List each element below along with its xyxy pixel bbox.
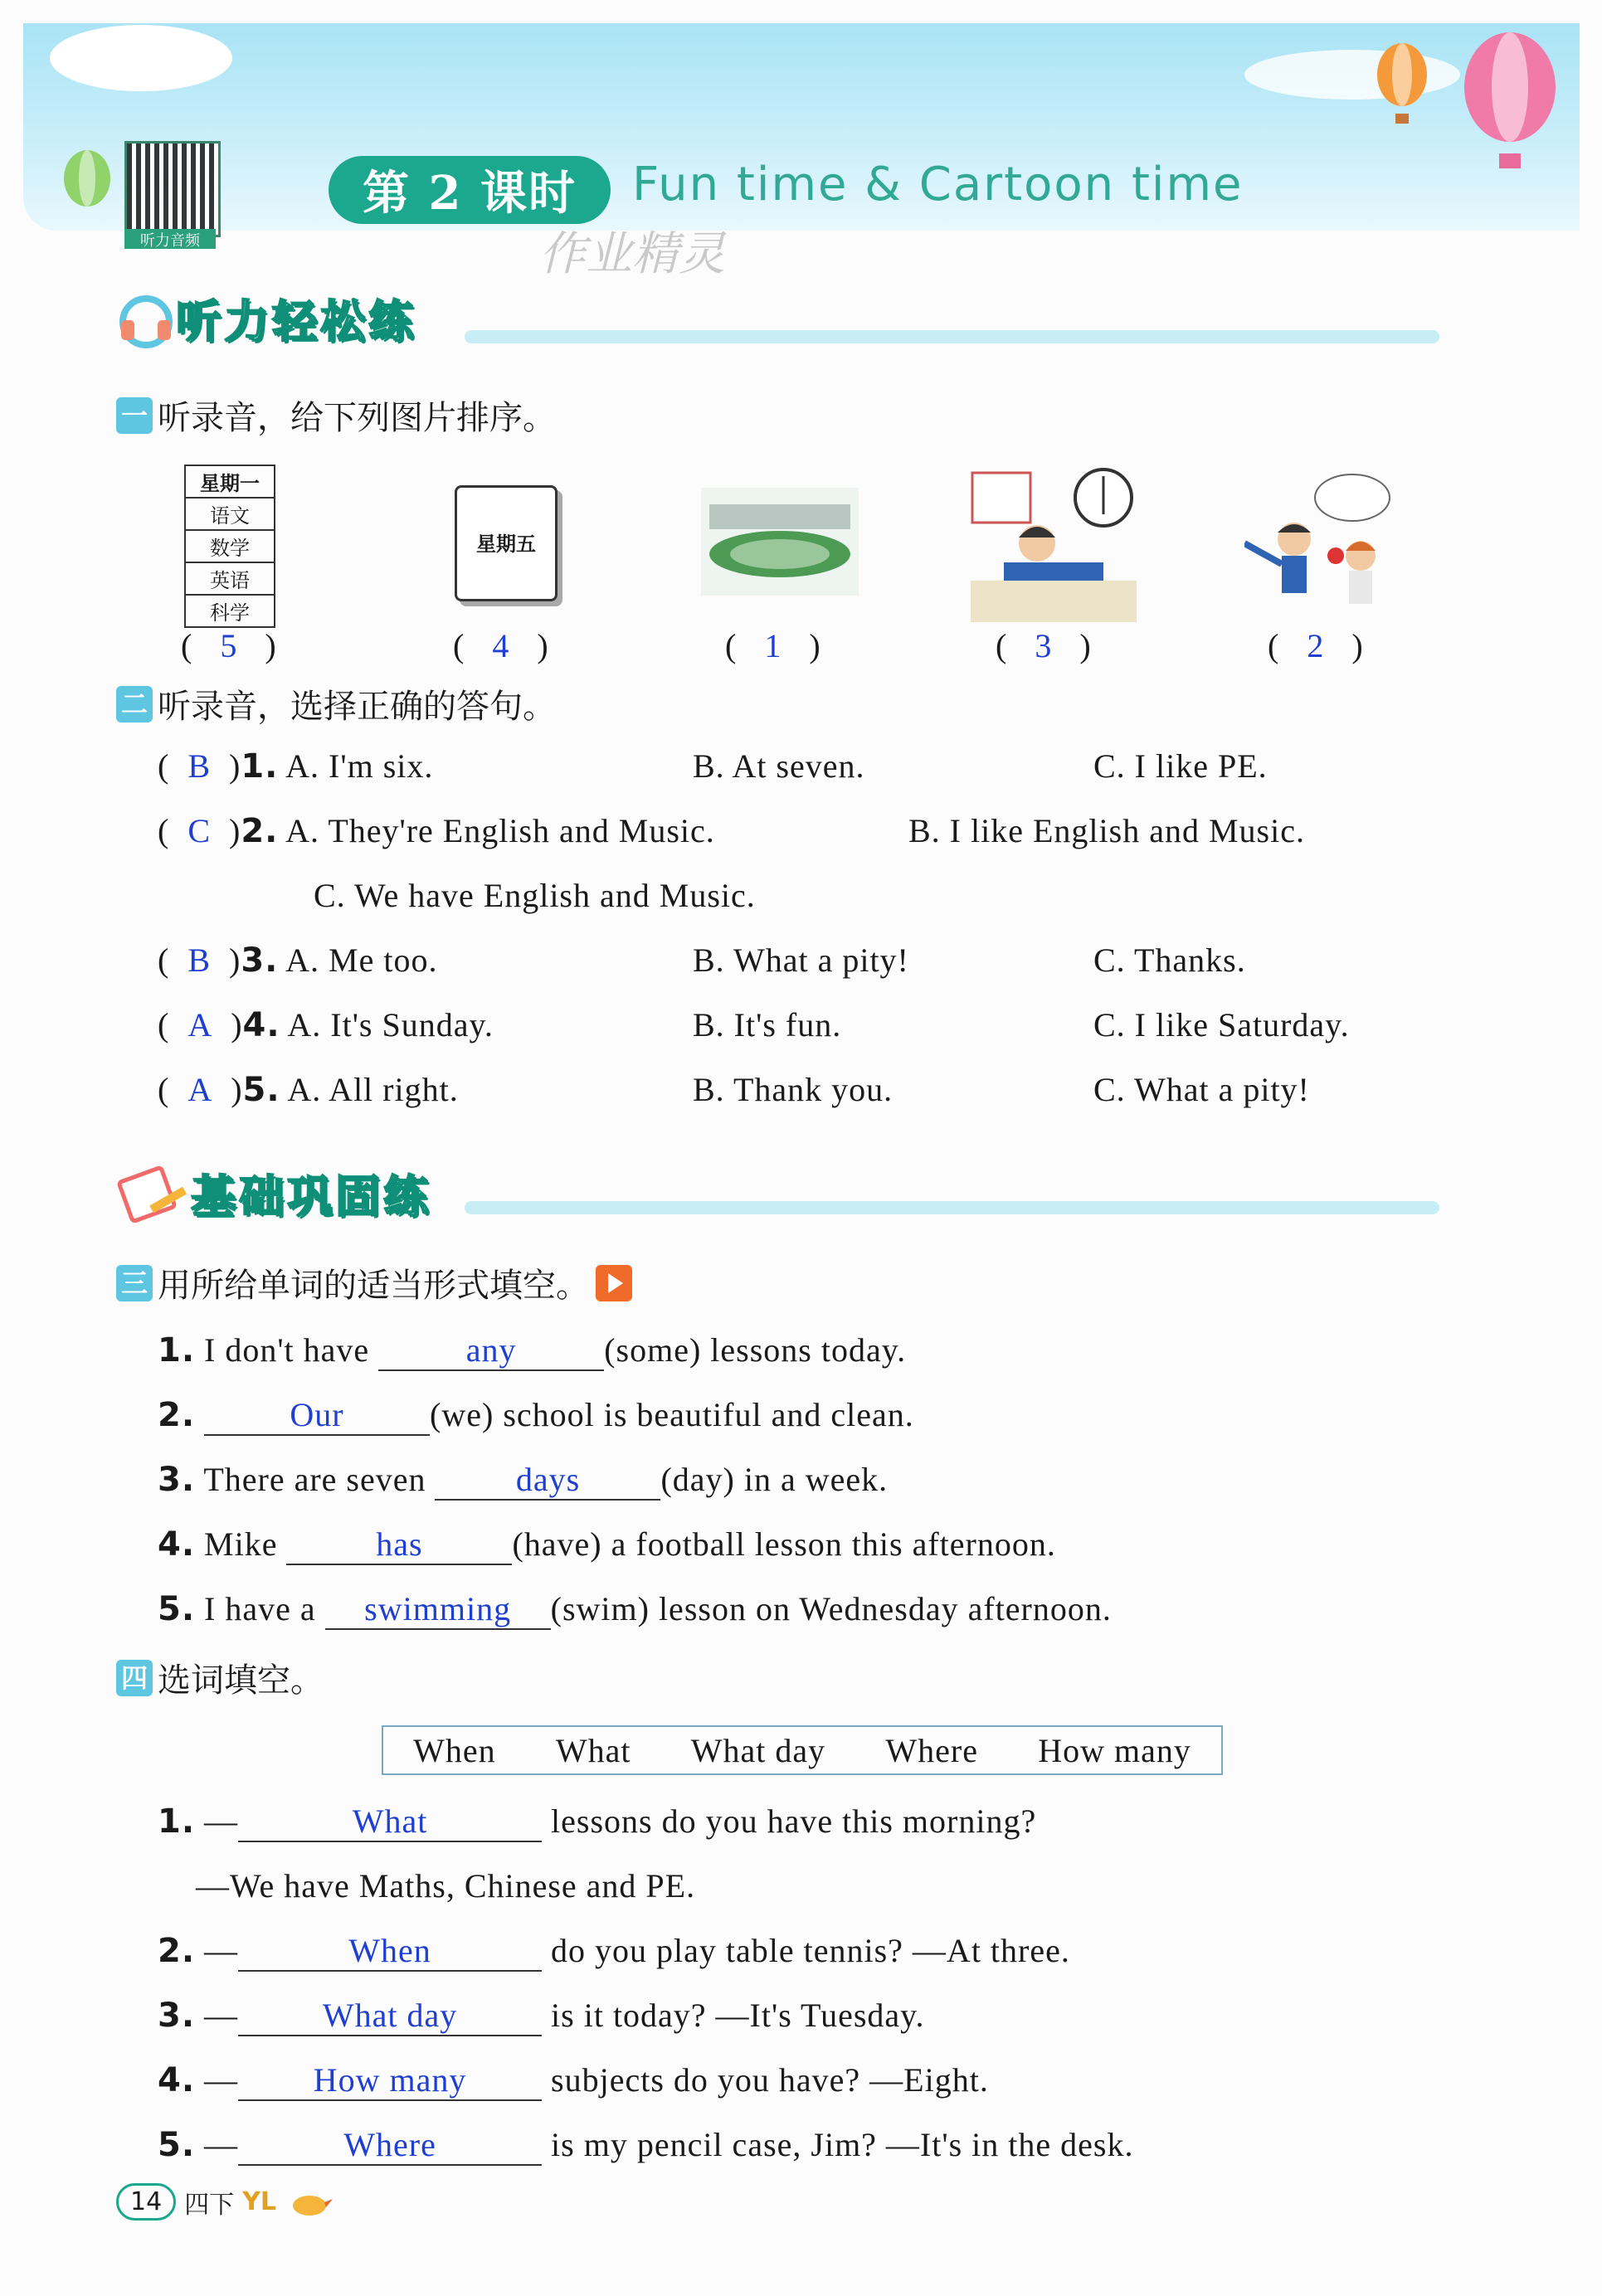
item-after: is my pencil case, Jim? —It's in the desk.	[551, 2126, 1134, 2163]
edition-label: YL	[242, 2187, 277, 2216]
fill-item: 5. — Where is my pencil case, Jim? —It's in the desk.	[158, 2126, 1134, 2164]
fill-blank[interactable]	[435, 1460, 660, 1501]
answer-text: 3	[1035, 627, 1053, 664]
answer-slot: ( 1 )	[725, 627, 821, 664]
timetable-cell: 语文	[185, 498, 275, 530]
answer-text: 4	[492, 627, 510, 664]
option-a: A. It's Sunday.	[287, 1006, 494, 1043]
option-a: A. They're English and Music.	[285, 812, 715, 849]
word-option: Where	[885, 1731, 978, 1769]
fill-item: 3. — What day is it today? —It's Tuesday.	[158, 1997, 925, 2035]
option-c: C. Thanks.	[1093, 941, 1246, 979]
fill-blank[interactable]	[238, 1996, 542, 2036]
item-number: 5.	[158, 1590, 196, 1628]
question-number: 二	[116, 686, 153, 722]
qr-label: 听力音频	[124, 229, 216, 249]
choice-item: ( B )3. A. Me too.	[158, 941, 438, 980]
option-b: B. What a pity!	[693, 941, 909, 979]
page-footer	[116, 2183, 334, 2221]
word-option: What day	[690, 1731, 826, 1769]
fill-item: 4. — How many subjects do you have? —Eight.	[158, 2061, 989, 2099]
cloud-decoration	[50, 25, 232, 91]
answer-text: What day	[322, 1997, 458, 2034]
question-2-head	[116, 680, 556, 727]
timetable-cell: 数学	[185, 530, 275, 562]
qr-code[interactable]	[124, 141, 221, 237]
calendar-text: 星期五	[476, 533, 536, 556]
boy-waking-up-picture	[971, 465, 1137, 622]
question-3-head	[116, 1259, 634, 1306]
answer-text: has	[376, 1525, 423, 1563]
option-a: A. I'm six.	[285, 747, 434, 785]
fill-item: 1. — What lessons do you have this morning?	[158, 1802, 1037, 1841]
answer-slot: ( 2 )	[1268, 627, 1364, 664]
option-a: A. Me too.	[285, 941, 438, 979]
section-title: 基础巩固练	[191, 1170, 431, 1223]
answer-slot: ( 4 )	[453, 627, 549, 664]
answer-text: A	[187, 1006, 213, 1043]
question-number: 三	[116, 1265, 153, 1301]
option-c: C. We have English and Music.	[314, 877, 756, 914]
option-c: C. What a pity!	[1093, 1071, 1310, 1108]
timetable-cell: 科学	[185, 595, 275, 627]
answer-text: What	[352, 1802, 428, 1840]
item-number: 4.	[158, 2061, 196, 2099]
option-c: C. I like Saturday.	[1093, 1006, 1350, 1043]
item-after: (have) a football lesson this afternoon.	[512, 1525, 1056, 1563]
fill-blank[interactable]	[238, 2125, 542, 2166]
answer-text: A	[187, 1071, 213, 1108]
item-before: I have a	[204, 1590, 316, 1627]
word-option: When	[413, 1731, 496, 1769]
word-box	[382, 1725, 1223, 1775]
fill-item	[158, 1330, 906, 1371]
section-title: 听力轻松练	[176, 295, 416, 348]
item-number: 2.	[158, 1396, 196, 1434]
item-reply: —We have Maths, Chinese and PE.	[196, 1867, 696, 1904]
section-2-head	[116, 1161, 431, 1225]
hot-air-balloon-icon	[58, 149, 116, 224]
answer-text: Where	[343, 2126, 436, 2163]
section-divider	[465, 330, 1439, 343]
question-number: 四	[116, 1660, 153, 1696]
question-1-head	[116, 392, 556, 439]
item-number: 1.	[241, 747, 279, 786]
answer-text: Our	[290, 1396, 344, 1433]
option-b: B. At seven.	[693, 747, 865, 785]
question-instruction: 听录音，选择正确的答句。	[158, 688, 556, 726]
lesson-title: Fun time & Cartoon time	[632, 158, 1244, 212]
item-after: do you play table tennis? —At three.	[551, 1932, 1070, 1969]
answer-text: 1	[764, 627, 782, 664]
item-number: 2.	[158, 1932, 196, 1970]
answer-slot: ( 5 )	[181, 627, 277, 664]
item-before: Mike	[204, 1525, 278, 1563]
lesson-label: 第 2 课时	[329, 156, 611, 224]
word-option: What	[555, 1731, 631, 1769]
fill-blank[interactable]	[238, 2060, 542, 2101]
item-number: 3.	[158, 1461, 196, 1499]
fill-item	[158, 1525, 1056, 1565]
item-before: There are seven	[203, 1461, 426, 1498]
choice-item: ( A )4. A. It's Sunday.	[158, 1006, 494, 1044]
timetable-picture	[184, 465, 275, 628]
answer-text: B	[187, 747, 212, 785]
choice-item: ( C )2. A. They're English and Music.	[158, 812, 715, 850]
fill-blank[interactable]	[238, 1931, 542, 1972]
fill-item: 2. — When do you play table tennis? —At three.	[158, 1932, 1070, 1970]
item-after: subjects do you have? —Eight.	[551, 2061, 989, 2099]
fill-item	[158, 1589, 1112, 1630]
option-c: C. I like PE.	[1093, 747, 1268, 785]
hot-air-balloon-icon	[1456, 29, 1564, 170]
item-after: (swim) lesson on Wednesday afternoon.	[550, 1590, 1112, 1627]
fill-blank[interactable]	[204, 1395, 430, 1436]
timetable-cell: 星期一	[185, 465, 275, 498]
item-after: is it today? —It's Tuesday.	[551, 1997, 925, 2034]
item-number: 5.	[158, 2126, 196, 2164]
item-after: (we) school is beautiful and clean.	[430, 1396, 914, 1433]
word-option: How many	[1038, 1731, 1191, 1769]
section-1-head	[116, 286, 416, 350]
question-number: 一	[116, 397, 153, 434]
item-number: 4.	[158, 1525, 196, 1564]
item-after: (some) lessons today.	[604, 1331, 907, 1369]
item-number: 4.	[242, 1006, 280, 1044]
question-instruction: 用所给单词的适当形式填空。	[158, 1267, 589, 1305]
answer-text: 2	[1307, 627, 1325, 664]
hot-air-balloon-icon	[1369, 37, 1435, 129]
answer-text: any	[465, 1331, 517, 1369]
section-divider	[465, 1201, 1439, 1214]
answer-text: days	[515, 1461, 581, 1498]
boys-playing-table-tennis-picture	[1244, 473, 1402, 622]
item-number: 1.	[158, 1331, 196, 1369]
item-after: lessons do you have this morning?	[551, 1802, 1037, 1840]
school-playground-picture	[701, 488, 859, 596]
question-instruction: 听录音，给下列图片排序。	[158, 399, 556, 437]
question-instruction: 选词填空。	[158, 1661, 324, 1700]
option-a: A. All right.	[287, 1071, 459, 1108]
answer-text: 5	[220, 627, 238, 664]
item-number: 3.	[241, 941, 279, 980]
watermark: 作业精灵	[539, 227, 725, 281]
fill-item	[158, 1395, 914, 1436]
answer-text: B	[187, 941, 212, 979]
fill-blank[interactable]	[286, 1525, 512, 1565]
choice-item: ( B )1. A. I'm six.	[158, 747, 434, 786]
item-number: 5.	[242, 1071, 280, 1109]
page-number: 14	[116, 2183, 176, 2221]
item-number: 1.	[158, 1802, 196, 1841]
item-number: 3.	[158, 1997, 196, 2035]
clipboard-pencil-icon	[116, 1164, 191, 1223]
calendar-picture	[455, 485, 558, 601]
fill-blank[interactable]	[325, 1589, 551, 1630]
answer-text: swimming	[364, 1590, 512, 1627]
item-after: (day) in a week.	[660, 1461, 889, 1498]
answer-slot: ( 3 )	[996, 627, 1092, 664]
option-b: B. It's fun.	[693, 1006, 842, 1043]
answer-text: How many	[313, 2061, 467, 2099]
choice-item: ( A )5. A. All right.	[158, 1071, 459, 1109]
option-b: B. Thank you.	[693, 1071, 894, 1108]
fill-item	[158, 1460, 888, 1501]
answer-text: When	[348, 1932, 431, 1969]
item-before: I don't have	[204, 1331, 370, 1369]
answer-text: C	[187, 812, 212, 849]
option-b: B. I like English and Music.	[908, 812, 1305, 849]
video-play-icon[interactable]	[594, 1263, 634, 1303]
fill-blank[interactable]	[238, 1802, 542, 1842]
bird-icon	[285, 2186, 334, 2219]
timetable-cell: 英语	[185, 562, 275, 595]
headphones-icon	[116, 289, 176, 348]
question-4-head	[116, 1654, 324, 1701]
item-number: 2.	[241, 812, 279, 850]
fill-blank[interactable]	[378, 1330, 604, 1371]
grade-label: 四下	[184, 2190, 235, 2220]
